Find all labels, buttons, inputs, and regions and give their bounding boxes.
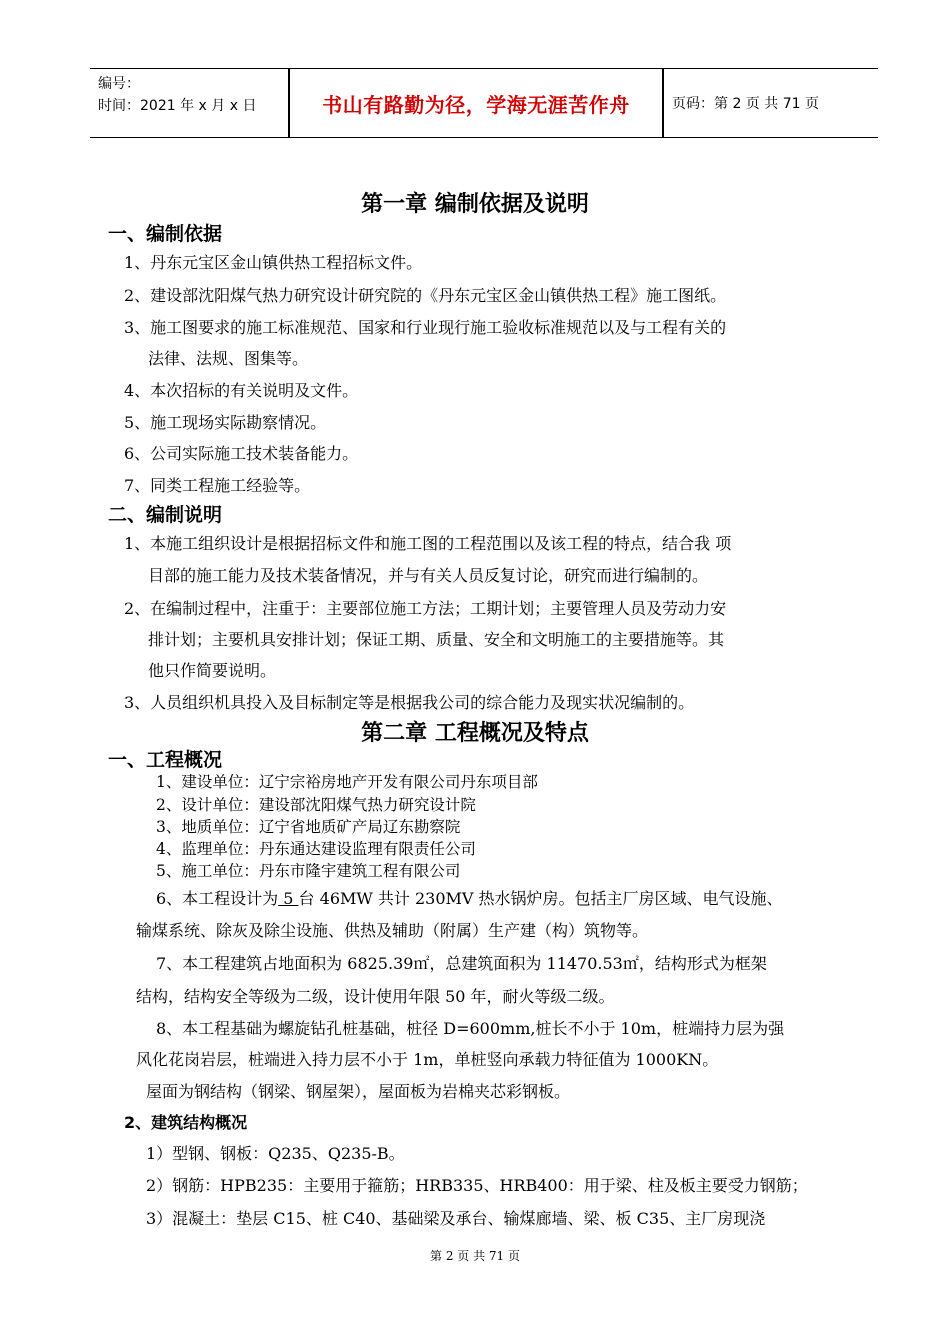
subsection-heading: 2、建筑结构概况 — [124, 1113, 248, 1132]
document-number: 编号： — [98, 76, 140, 92]
section-heading: 一、编制依据 — [108, 223, 223, 245]
list-item: 2）钢筋：HPB235：主要用于箍筋；HRB335、HRB400：用于梁、柱及板主要受力钢筋； — [146, 1176, 808, 1195]
header-meta — [98, 73, 256, 117]
unit-item: 5、施工单位：丹东市隆宇建筑工程有限公司 — [156, 862, 461, 880]
unit-item: 2、设计单位：建设部沈阳煤气热力研究设计院 — [156, 796, 476, 814]
chapter-title: 第一章 编制依据及说明 — [361, 192, 589, 217]
list-item: 1、丹东元宝区金山镇供热工程招标文件。 — [124, 253, 423, 272]
page-header — [90, 68, 878, 138]
list-item: 2、建设部沈阳煤气热力研究设计研究院的《丹东元宝区金山镇供热工程》施工图纸。 — [124, 286, 727, 305]
section-heading: 二、编制说明 — [108, 504, 223, 526]
list-item: 6、公司实际施工技术装备能力。 — [124, 444, 359, 463]
document-time: 时间：2021 年 x 月 x 日 — [98, 98, 257, 114]
paragraph-line: 1、本施工组织设计是根据招标文件和施工图的工程范围以及该工程的特点，结合我 项 — [124, 534, 732, 553]
chapter-title: 第二章 工程概况及特点 — [361, 721, 589, 746]
paragraph-line: 目部的施工能力及技术装备情况，并与有关人员反复讨论，研究而进行编制的。 — [148, 566, 709, 585]
page-footer: 第 2 页 共 71 页 — [430, 1249, 520, 1263]
paragraph-line: 8、本工程基础为螺旋钻孔桩基础，桩径 D=600mm,桩长不小于 10m，桩端持力层为强 — [156, 1019, 785, 1038]
item6-prefix: 6、本工程设计为 — [156, 889, 279, 908]
paragraph-line: 风化花岗岩层，桩端进入持力层不小于 1m，单桩竖向承载力特征值为 1000KN。 — [136, 1050, 719, 1069]
list-item: 7、同类工程施工经验等。 — [124, 476, 311, 495]
unit-item: 3、地质单位：辽宁省地质矿产局辽东勘察院 — [156, 818, 461, 836]
paragraph-line: 排计划；主要机具安排计划；保证工期、质量、安全和文明施工的主要措施等。其 — [148, 630, 725, 649]
section-heading: 一、工程概况 — [108, 749, 223, 771]
paragraph-line: 他只作简要说明。 — [148, 661, 277, 680]
unit-item: 1、建设单位：辽宁宗裕房地产开发有限公司丹东项目部 — [156, 773, 538, 791]
header-motto: 书山有路勤为径，学海无涯苦作舟 — [322, 92, 630, 117]
item6-suffix: 台 46MW 共计 230MV 热水锅炉房。包括主厂房区域、电气设施、 — [298, 889, 783, 908]
paragraph-line — [156, 886, 783, 909]
paragraph-line: 输煤系统、除灰及除尘设施、供热及辅助（附属）生产建（构）筑物等。 — [136, 921, 649, 940]
paragraph-line: 屋面为钢结构（钢梁、钢屋架），屋面板为岩棉夹芯彩钢板。 — [146, 1082, 571, 1101]
list-item: 3、施工图要求的施工标准规范、国家和行业现行施工验收标准规范以及与工程有关的 — [124, 318, 727, 337]
paragraph-line: 结构，结构安全等级为二级，设计使用年限 50 年，耐火等级二级。 — [136, 987, 615, 1006]
boiler-count: 5 — [278, 889, 299, 908]
paragraph-line: 3、人员组织机具投入及目标制定等是根据我公司的综合能力及现实状况编制的。 — [124, 693, 695, 712]
paragraph-line: 7、本工程建筑占地面积为 6825.39㎡，总建筑面积为 11470.53㎡，结构形式为框架 — [156, 954, 767, 973]
paragraph-line: 2、在编制过程中，注重于：主要部位施工方法；工期计划；主要管理人员及劳动力安 — [124, 599, 727, 618]
list-item: 5、施工现场实际勘察情况。 — [124, 413, 327, 432]
list-item: 1）型钢、钢板：Q235、Q235-B。 — [146, 1144, 405, 1163]
list-item: 法律、法规、图集等。 — [148, 349, 309, 368]
list-item: 3）混凝土：垫层 C15、桩 C40、基础梁及承台、输煤廊墙、梁、板 C35、主厂房现浇 — [146, 1209, 766, 1228]
header-page-info: 页码：第 2 页 共 71 页 — [672, 96, 819, 112]
list-item: 4、本次招标的有关说明及文件。 — [124, 381, 359, 400]
unit-item: 4、监理单位：丹东通达建设监理有限责任公司 — [156, 840, 476, 858]
header-divider — [662, 69, 664, 137]
